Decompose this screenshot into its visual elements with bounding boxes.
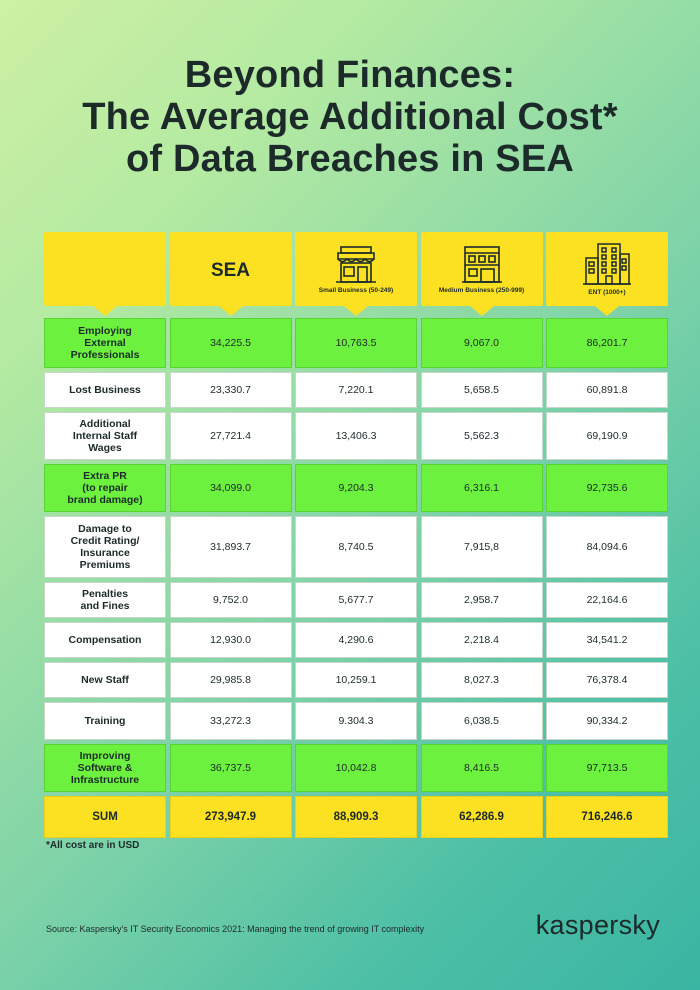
cost-table (44, 232, 664, 842)
value-cell: 34,225.5 (170, 318, 292, 368)
page-title (0, 54, 700, 180)
row-label-line: Improving (79, 750, 131, 762)
value-cell: 84,094.6 (546, 516, 668, 578)
kaspersky-logo: kaspersky (535, 910, 660, 940)
value-cell: 716,246.6 (546, 796, 668, 838)
row-label-line: SUM (92, 811, 118, 823)
value-cell: 10,763.5 (295, 318, 417, 368)
header-enterprise-label: ENT (1000+) (588, 289, 626, 296)
row-label-line: External (84, 337, 126, 349)
title-line: Beyond Finances: (184, 54, 516, 96)
row-label-line: Professionals (70, 349, 140, 361)
value-cell: 9,752.0 (170, 582, 292, 618)
value-cell: 7,220.1 (295, 372, 417, 408)
row-label-line: Training (84, 715, 126, 727)
row-label-line: Employing (78, 325, 132, 337)
value-cell: 2,218.4 (421, 622, 543, 658)
footnote: *All cost are in USD (46, 840, 140, 851)
row-label-line: Infrastructure (70, 774, 140, 786)
value-cell: 90,334.2 (546, 702, 668, 740)
value-cell: 88,909.3 (295, 796, 417, 838)
value-cell: 86,201.7 (546, 318, 668, 368)
value-cell: 60,891.8 (546, 372, 668, 408)
source-text: Source: Kaspersky's IT Security Economics 2021: Managing the trend of growing IT complexity (46, 924, 425, 934)
value-cell: 34,541.2 (546, 622, 668, 658)
value-cell: 92,735.6 (546, 464, 668, 512)
value-cell: 34,099.0 (170, 464, 292, 512)
row-label (44, 516, 166, 578)
row-label (44, 372, 166, 408)
header-medium-business-label: Medium Business (250-999) (438, 287, 525, 294)
header-enterprise (546, 232, 668, 306)
value-cell: 2,958.7 (421, 582, 543, 618)
row-label-line: Additional (79, 418, 131, 430)
value-cell: 76,378.4 (546, 662, 668, 698)
value-cell: 5,562.3 (421, 412, 543, 460)
value-cell: 97,713.5 (546, 744, 668, 792)
row-label-line: (to repair (82, 482, 128, 494)
value-cell: 8,416.5 (421, 744, 543, 792)
row-label-line: New Staff (81, 674, 129, 686)
row-label-line: and Fines (80, 600, 130, 612)
value-cell: 9,067.0 (421, 318, 543, 368)
value-cell: 6,316.1 (421, 464, 543, 512)
row-label-line: Penalties (81, 588, 129, 600)
title-line: of Data Breaches in SEA (125, 138, 575, 180)
value-cell: 8,740.5 (295, 516, 417, 578)
value-cell: 69,190.9 (546, 412, 668, 460)
value-cell: 22,164.6 (546, 582, 668, 618)
row-label-line: Insurance (80, 547, 130, 559)
row-label-line: Lost Business (69, 384, 141, 396)
value-cell: 23,330.7 (170, 372, 292, 408)
enterprise-building-icon (582, 242, 632, 286)
value-cell: 27,721.4 (170, 412, 292, 460)
row-label (44, 412, 166, 460)
value-cell: 62,286.9 (421, 796, 543, 838)
value-cell: 31,893.7 (170, 516, 292, 578)
value-cell: 9.304.3 (295, 702, 417, 740)
header-blank-cell (44, 232, 166, 306)
value-cell: 8,027.3 (421, 662, 543, 698)
header-small-business-label: Small Business (50-249) (318, 287, 394, 294)
value-cell: 36,737.5 (170, 744, 292, 792)
row-label-line: Credit Rating/ (70, 535, 140, 547)
value-cell: 33,272.3 (170, 702, 292, 740)
row-label-line: Damage to (78, 523, 132, 535)
header-medium-business (421, 232, 543, 306)
value-cell: 12,930.0 (170, 622, 292, 658)
row-label-line: Software & (77, 762, 133, 774)
value-cell: 4,290.6 (295, 622, 417, 658)
row-label-line: Compensation (68, 634, 142, 646)
row-label (44, 796, 166, 838)
header-small-business (295, 232, 417, 306)
value-cell: 6,038.5 (421, 702, 543, 740)
value-cell: 5,677.7 (295, 582, 417, 618)
row-label (44, 582, 166, 618)
header-sea-label: SEA (210, 260, 251, 281)
row-label (44, 744, 166, 792)
header-sea (170, 232, 292, 306)
row-label-line: brand damage) (67, 494, 143, 506)
row-label-line: Internal Staff (72, 430, 138, 442)
row-label (44, 318, 166, 368)
value-cell: 13,406.3 (295, 412, 417, 460)
title-line: The Average Additional Cost* (82, 96, 618, 138)
value-cell: 10,042.8 (295, 744, 417, 792)
row-label (44, 464, 166, 512)
row-label (44, 702, 166, 740)
medium-building-icon (460, 244, 504, 284)
value-cell: 29,985.8 (170, 662, 292, 698)
row-label-line: Extra PR (83, 470, 127, 482)
value-cell: 273,947.9 (170, 796, 292, 838)
row-label (44, 662, 166, 698)
value-cell: 5,658.5 (421, 372, 543, 408)
row-label-line: Premiums (79, 559, 131, 571)
row-label (44, 622, 166, 658)
small-shop-icon (334, 244, 378, 284)
value-cell: 9,204.3 (295, 464, 417, 512)
value-cell: 10,259.1 (295, 662, 417, 698)
value-cell: 7,915,8 (421, 516, 543, 578)
row-label-line: Wages (88, 442, 122, 454)
